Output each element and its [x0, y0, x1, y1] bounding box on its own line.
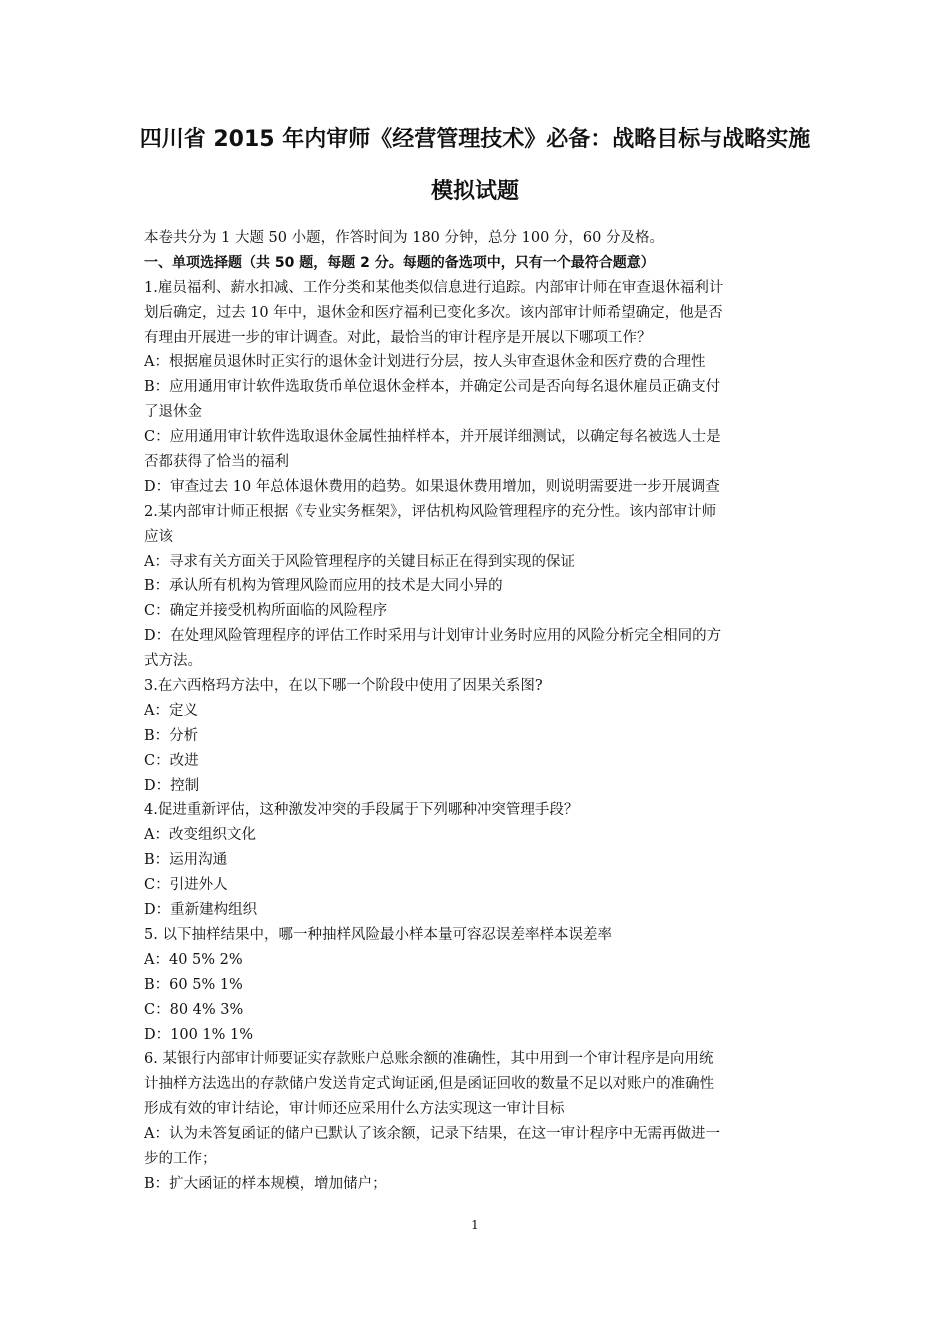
option-line: C：80 4% 3% [144, 1001, 244, 1018]
question-line: 2.某内部审计师正根据《专业实务框架》，评估机构风险管理程序的充分性。该内部审计师 [144, 503, 717, 520]
option-line: D：在处理风险管理程序的评估工作时采用与计划审计业务时应用的风险分析完全相同的方 [144, 628, 722, 645]
question-lines [144, 276, 816, 1197]
question-line: 形成有效的审计结论，审计师还应采用什么方法实现这一审计目标 [144, 1101, 565, 1118]
option-line: D：控制 [144, 777, 200, 794]
option-line: B：承认所有机构为管理风险而应用的技术是大同小异的 [144, 578, 503, 595]
option-line: C：应用通用审计软件选取退休金属性抽样样本，并开展详细测试，以确定每名被选人士是 [144, 429, 721, 446]
question-line: 1.雇员福利、薪水扣减、工作分类和某他类似信息进行追踪。内部审计师在审查退休福利计 [144, 279, 724, 296]
option-line: A：认为未答复函证的储户已默认了该余额，记录下结果，在这一审计程序中无需再做进一 [144, 1126, 720, 1143]
question-line: 计抽样方法选出的存款储户发送肯定式询证函,但是函证回收的数量不足以对账户的准确性 [144, 1076, 715, 1093]
document-body [144, 226, 816, 1197]
option-line: A：寻求有关方面关于风险管理程序的关键目标正在得到实现的保证 [144, 553, 575, 570]
option-line: B：60 5% 1% [144, 976, 243, 993]
option-line: B：应用通用审计软件选取货币单位退休金样本，并确定公司是否向每名退休雇员正确支付 [144, 379, 721, 396]
option-line: A：定义 [144, 702, 198, 719]
question-line: 3.在六西格玛方法中，在以下哪一个阶段中使用了因果关系图? [144, 678, 543, 695]
option-line: D：审查过去 10 年总体退休费用的趋势。如果退休费用增加，则说明需要进一步开展调查 [144, 478, 720, 495]
option-line: B：分析 [144, 727, 199, 744]
option-line: C：改进 [144, 752, 199, 769]
option-line: C：确定并接受机构所面临的风险程序 [144, 603, 388, 620]
question-line: 5. 以下抽样结果中，哪一种抽样风险最小样本量可容忍误差率样本误差率 [144, 926, 612, 943]
option-line: 式方法。 [144, 653, 202, 670]
page-number: 1 [471, 1218, 479, 1232]
document-title-line-2: 模拟试题 [430, 179, 519, 204]
section-heading: 一、单项选择题（共 50 题，每题 2 分。每题的备选项中，只有一个最符合题意） [144, 254, 655, 271]
question-line: 6. 某银行内部审计师要证实存款账户总账余额的准确性，其中用到一个审计程序是向用统 [144, 1051, 714, 1068]
option-line: 否都获得了恰当的福利 [144, 454, 289, 471]
option-line: A：根据雇员退休时正实行的退休金计划进行分层，按人头审查退休金和医疗费的合理性 [144, 354, 706, 371]
question-line: 划后确定，过去 10 年中，退休金和医疗福利已变化多次。该内部审计师希望确定，他是否 [144, 304, 723, 321]
document-title-line-1: 四川省 2015 年内审师《经营管理技术》必备：战略目标与战略实施 [139, 127, 811, 152]
option-line: B：运用沟通 [144, 852, 228, 869]
question-line: 应该 [144, 528, 173, 545]
option-line: C：引进外人 [144, 877, 228, 894]
option-line: A：40 5% 2% [144, 951, 243, 968]
option-line: 步的工作； [144, 1150, 217, 1167]
option-line: B：扩大函证的样本规模，增加储户； [144, 1175, 387, 1192]
option-line: 了退休金 [144, 404, 202, 421]
question-line: 有理由开展进一步的审计调查。对此，最恰当的审计程序是开展以下哪项工作？ [144, 329, 652, 346]
question-line: 4.促进重新评估，这种激发冲突的手段属于下列哪种冲突管理手段？ [144, 802, 579, 819]
exam-intro: 本卷共分为 1 大题 50 小题，作答时间为 180 分钟，总分 100 分，60 分及格。 [144, 230, 664, 246]
option-line: D：重新建构组织 [144, 902, 258, 919]
option-line: A：改变组织文化 [144, 827, 256, 844]
option-line: D：100 1% 1% [144, 1026, 254, 1043]
